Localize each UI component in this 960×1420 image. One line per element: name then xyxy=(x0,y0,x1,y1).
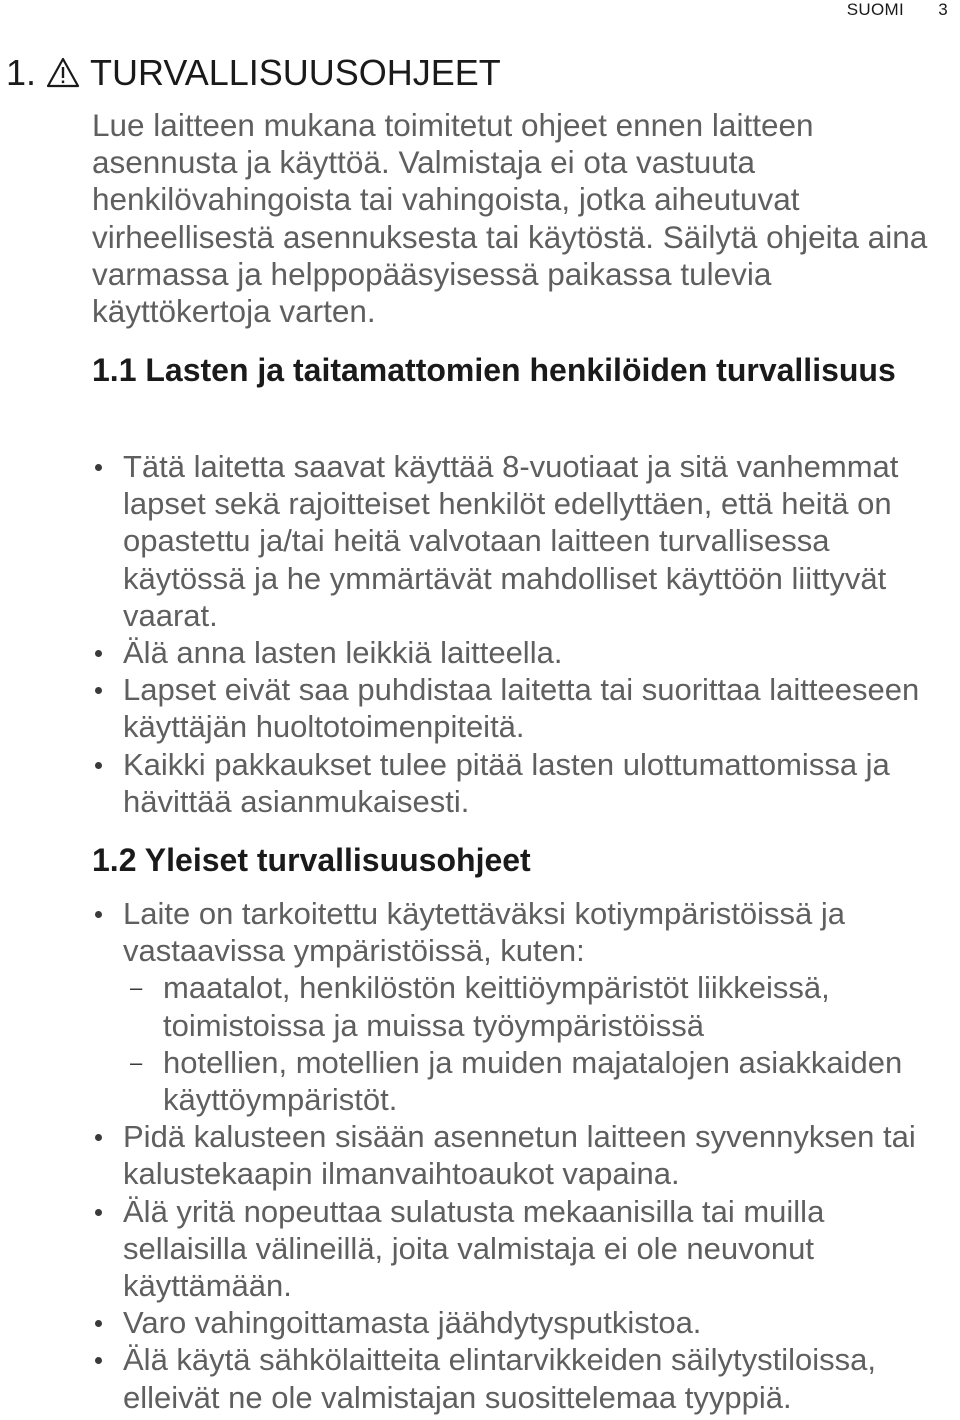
list-item-intended-use xyxy=(92,895,952,1118)
section-number: 1. xyxy=(6,52,37,93)
intro-paragraph: Lue laitteen mukana toimitetut ohjeet ennen laitteen asennusta ja käyttöä. Valmistaja ei ota vastuuta henkilövahingoista tai vahingoista, jotka aiheutuvat virheellisestä asennuksesta tai käytöstä. Säilytä ohjeita aina varmassa ja helppopääsyisessä paikassa tulevia käyttökertoja varten. xyxy=(92,107,928,330)
child-safety-list xyxy=(92,448,952,820)
section-heading xyxy=(6,52,501,94)
subsection-heading-general-safety: 1.2 Yleiset turvallisuusohjeet xyxy=(92,842,531,878)
environment-sublist xyxy=(123,969,952,1118)
sublist-item: – maatalot, henkilöstön keittiöympäristöt liikkeissä, toimistoissa ja muissa työympäristöissä xyxy=(123,969,952,1043)
list-item: Älä yritä nopeuttaa sulatusta mekaanisilla tai muilla sellaisilla välineillä, joita valmistaja ei ole neuvonut käyttämään. xyxy=(92,1193,952,1305)
subsection-heading-child-safety: 1.1 Lasten ja taitamattomien henkilöiden turvallisuus xyxy=(92,352,896,388)
list-item: Varo vahingoittamasta jäähdytysputkistoa. xyxy=(92,1304,952,1341)
list-item-text: Laite on tarkoitettu käytettäväksi kotiympäristöissä ja vastaavissa ympäristöissä, kuten: xyxy=(123,896,845,969)
list-item: Älä anna lasten leikkiä laitteella. xyxy=(92,634,952,671)
list-item: Pidä kalusteen sisään asennetun laitteen syvennyksen tai kalustekaapin ilmanvaihtoaukot vapaina. xyxy=(92,1118,952,1192)
list-item: Älä käytä sähkölaitteita elintarvikkeiden säilytystiloissa, elleivät ne ole valmistajan suosittelemaa tyyppiä. xyxy=(92,1341,952,1415)
list-item: Tätä laitetta saavat käyttää 8-vuotiaat ja sitä vanhemmat lapset sekä rajoitteiset henkilöt edellyttäen, että heitä on opastettu ja/tai heitä valvotaan laitteen turvallisessa käytössä ja he ymmärtävät mahdolliset käyttöön liittyvät vaarat. xyxy=(92,448,952,634)
list-item: Kaikki pakkaukset tulee pitää lasten ulottumattomissa ja hävittää asianmukaisesti. xyxy=(92,746,952,820)
warning-triangle-icon xyxy=(46,57,80,89)
page-number: 3 xyxy=(938,0,948,19)
general-safety-list xyxy=(92,895,952,1416)
section-title: TURVALLISUUSOHJEET xyxy=(90,52,501,93)
sublist-item: – hotellien, motellien ja muiden majatalojen asiakkaiden käyttöympäristöt. xyxy=(123,1044,952,1118)
list-item: Lapset eivät saa puhdistaa laitetta tai suorittaa laitteeseen käyttäjän huoltotoimenpiteitä. xyxy=(92,671,952,745)
language-label: SUOMI xyxy=(846,0,904,19)
